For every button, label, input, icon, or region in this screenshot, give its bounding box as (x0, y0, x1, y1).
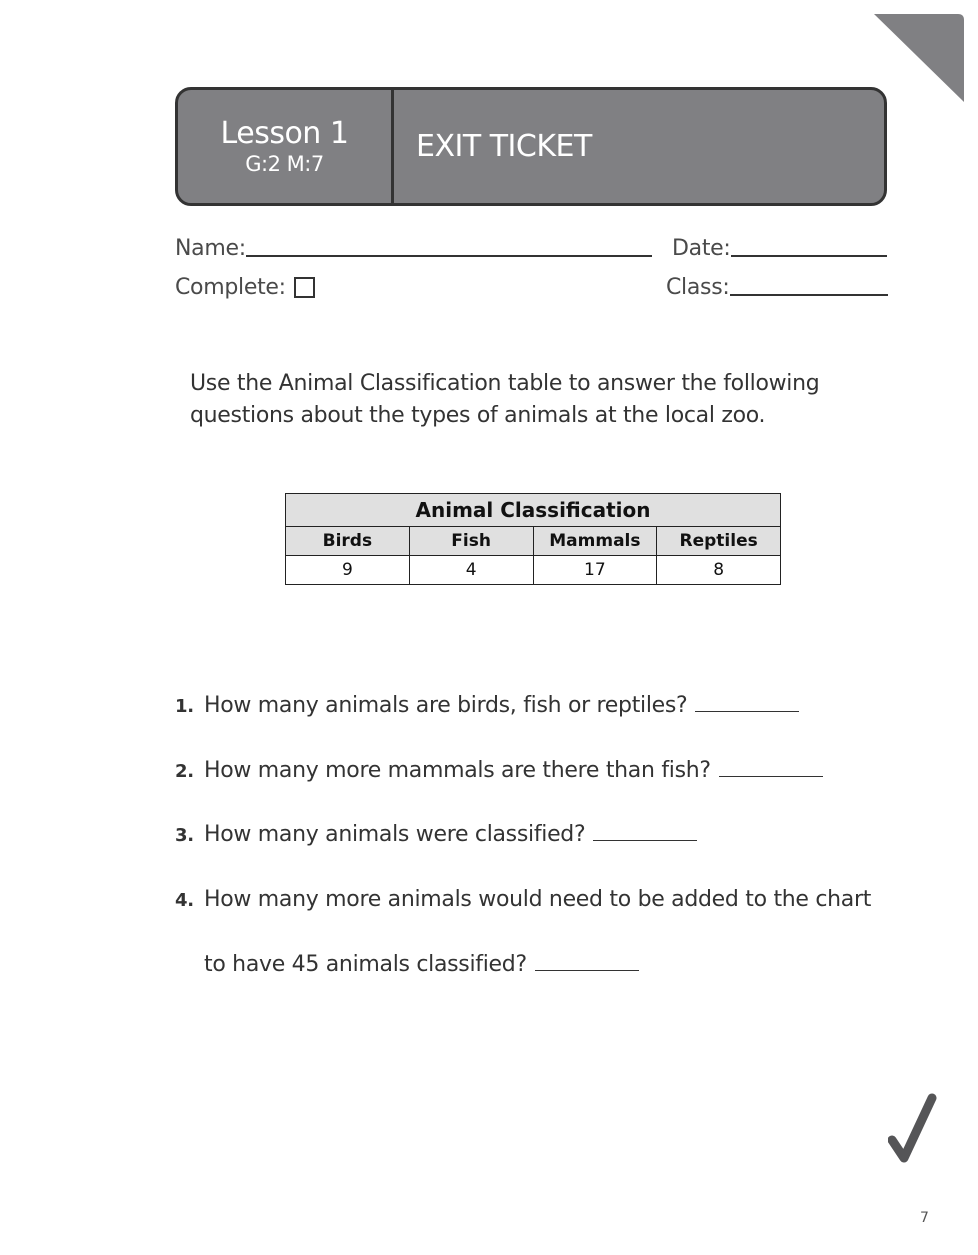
name-label: Name: (175, 236, 246, 261)
question-4 (175, 887, 871, 912)
header-mammals: Mammals (533, 527, 657, 556)
name-field[interactable] (175, 236, 652, 261)
question-1-text: How many animals are birds, fish or reptiles? (204, 693, 688, 718)
question-1 (175, 693, 799, 718)
question-3-text: How many animals were classified? (204, 822, 586, 847)
question-4-text: How many more animals would need to be added to the chart (204, 887, 872, 912)
complete-label: Complete: (175, 275, 286, 300)
class-blank[interactable] (730, 294, 888, 296)
complete-checkbox[interactable] (294, 277, 315, 298)
checkmark-icon (888, 1092, 938, 1164)
value-birds: 9 (286, 556, 410, 585)
exit-ticket-title: EXIT TICKET (416, 129, 592, 164)
question-4-answer-blank[interactable] (535, 969, 639, 971)
exit-ticket-cell (394, 90, 884, 203)
table-row (286, 556, 781, 585)
question-2 (175, 758, 823, 783)
complete-field[interactable] (175, 275, 315, 300)
value-fish: 4 (409, 556, 533, 585)
question-4-continuation-text: to have 45 animals classified? (204, 952, 527, 977)
question-3 (175, 822, 697, 847)
lesson-title: Lesson 1 (220, 115, 349, 151)
instructions-text: Use the Animal Classification table to answer the following questions about the types of animals at the local zoo. (190, 371, 820, 428)
question-4-continuation (204, 952, 639, 977)
header-fish: Fish (409, 527, 533, 556)
corner-triangle-decoration (874, 14, 964, 104)
animal-classification-table (285, 493, 781, 585)
question-1-number: 1. (175, 696, 194, 717)
page-number: 7 (920, 1210, 929, 1226)
date-label: Date: (672, 236, 731, 261)
class-field[interactable] (666, 275, 888, 300)
question-2-number: 2. (175, 761, 194, 782)
table-header-row (286, 527, 781, 556)
question-2-answer-blank[interactable] (719, 775, 823, 777)
value-mammals: 17 (533, 556, 657, 585)
lesson-grade-module: G:2 M:7 (245, 151, 324, 176)
lesson-cell (178, 90, 394, 203)
question-2-text: How many more mammals are there than fish? (204, 758, 711, 783)
date-blank[interactable] (731, 255, 887, 257)
name-blank[interactable] (246, 255, 652, 257)
header-banner (175, 87, 887, 206)
question-3-number: 3. (175, 825, 194, 846)
question-1-answer-blank[interactable] (695, 710, 799, 712)
value-reptiles: 8 (657, 556, 781, 585)
header-reptiles: Reptiles (657, 527, 781, 556)
date-field[interactable] (672, 236, 887, 261)
table-title-row (286, 494, 781, 527)
table-title: Animal Classification (286, 494, 781, 527)
header-birds: Birds (286, 527, 410, 556)
question-3-answer-blank[interactable] (593, 839, 697, 841)
class-label: Class: (666, 275, 730, 300)
question-4-number: 4. (175, 890, 194, 911)
